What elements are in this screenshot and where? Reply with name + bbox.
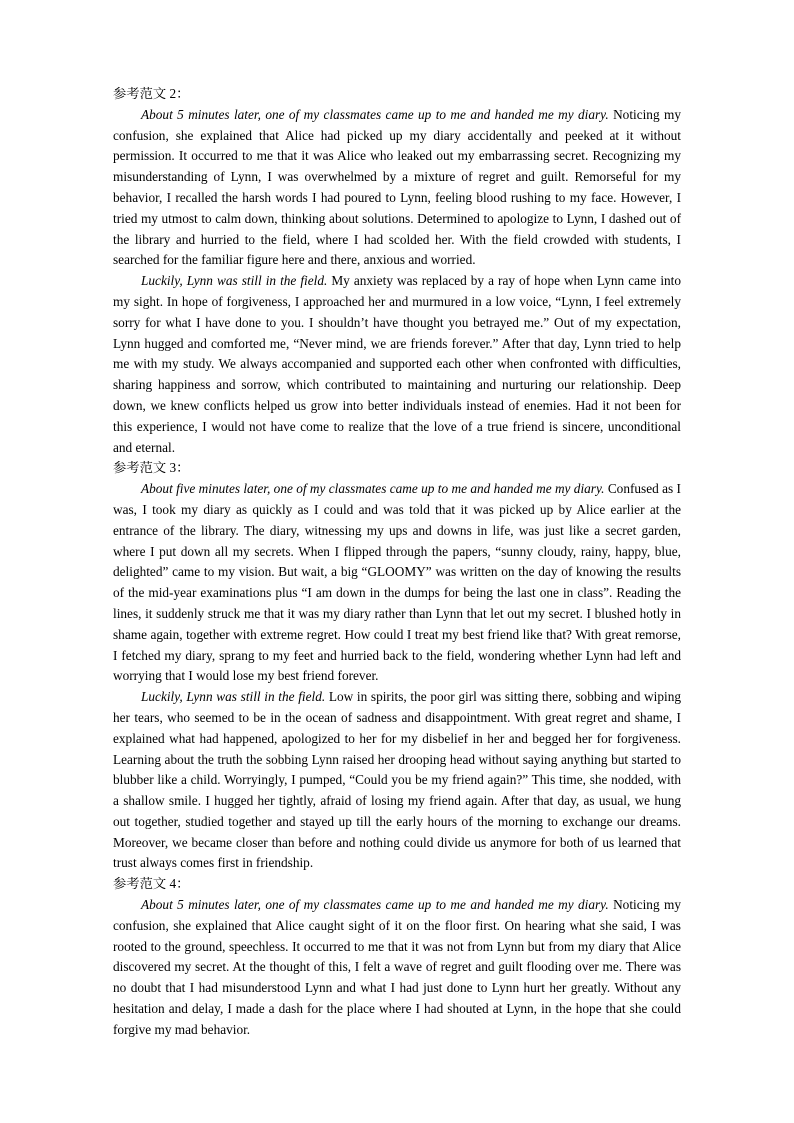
paragraph-body: Noticing my confusion, she explained that Alice had picked up my diary accidentally and peeked at it without permission. It occurred to me that it was Alice who leaked out my embarrassing secret. Recognizing my misunderstanding of Lynn, I was overwhelmed by a mixture of regret and guilt. Remorseful for my behavior, I recalled the harsh words I had poured to Lynn, feeling blood rushing to my face. However, I tried my utmost to calm down, thinking about solutions. Determined to apologize to Lynn, I dashed out of the library and hurried to the field, where I had scolded her. With the field crowded with students, I searched for the familiar figure here and there, anxious and worried. <box>113 106 681 268</box>
paragraph-lead-sentence: About 5 minutes later, one of my classmates came up to me and handed me my diary. <box>141 897 609 913</box>
paragraph-body: Noticing my confusion, she explained that Alice caught sight of it on the floor first. On hearing what she said, I was rooted to the ground, speechless. It occurred to me that it was not from Lynn but from my diary that Alice discovered my secret. At the thought of this, I felt a wave of regret and guilt flooding over me. There was no doubt that I had misunderstood Lynn and what I had just done to Lynn hurt her greatly. Without any hesitation and delay, I made a dash for the place where I had shouted at Lynn, in the hope that she could forgive my mad behavior. <box>113 897 681 1037</box>
paragraph-body: Low in spirits, the poor girl was sitting there, sobbing and wiping her tears, who seemed to be in the ocean of sadness and disappointment. With great regret and shame, I explained what had happened, apologized to her for my disbelief in her and begged her for forgiveness. Learning about the truth the sobbing Lynn raised her drooping head without saying anything but started to blubber like a child. Worryingly, I pumped, “Could you be my friend again?” This time, she nodded, with a shallow smile. I hugged her tightly, afraid of losing my friend again. After that day, as usual, we hung out together, studied together and stayed up till the early hours of the morning to exchange our dreams. Moreover, we became closer than before and nothing could divide us anymore for both of us learned that trust always comes first in friendship. <box>113 689 681 871</box>
essay-section-3 <box>113 458 681 874</box>
document-page <box>113 84 681 1041</box>
paragraph <box>113 895 681 1041</box>
section-heading: 参考范文 4： <box>113 876 190 892</box>
paragraph <box>113 687 681 874</box>
section-heading: 参考范文 3： <box>113 460 190 476</box>
paragraph-body: Confused as I was, I took my diary as quickly as I could and was told that it was picked up by Alice earlier at the entrance of the library. The diary, witnessing my ups and downs in life, was just like a secret garden, where I put down all my secrets. When I flipped through the papers, “sunny cloudy, rainy, happy, blue, delighted” came to my vision. But wait, a big “GLOOMY” was written on the day of knowing the results of the mid-year examinations plus “I am down in the dumps for being the last one in class”. Reading the lines, it suddenly struck me that it was my diary rather than Lynn that let out my secret. I blushed hotly in shame again, together with extreme regret. How could I treat my best friend like that? With great remorse, I fetched my diary, sprang to my feet and hurried back to the field, wondering whether Lynn had left and worrying that I would lose my best friend forever. <box>113 481 681 684</box>
paragraph <box>113 271 681 458</box>
essay-section-2 <box>113 84 681 458</box>
paragraph <box>113 105 681 271</box>
section-heading: 参考范文 2： <box>113 86 190 101</box>
paragraph <box>113 479 681 687</box>
paragraph-lead-sentence: About 5 minutes later, one of my classmates came up to me and handed me my diary. <box>141 106 609 122</box>
paragraph-lead-sentence: Luckily, Lynn was still in the field. <box>141 689 326 705</box>
essay-section-4 <box>113 874 681 1040</box>
paragraph-lead-sentence: Luckily, Lynn was still in the field. <box>141 273 328 289</box>
paragraph-lead-sentence: About five minutes later, one of my classmates came up to me and handed me my diary. <box>141 481 605 497</box>
paragraph-body: My anxiety was replaced by a ray of hope when Lynn came into my sight. In hope of forgiveness, I approached her and murmured in a low voice, “Lynn, I feel extremely sorry for what I have done to you. I shouldn’t have thought you betrayed me.” Out of my expectation, Lynn hugged and comforted me, “Never mind, we are friends forever.” After that day, Lynn tried to help me with my study. We always accompanied and supported each other when confronted with difficulties, sharing happiness and sorrow, which contributed to maintaining and nurturing our relationship. Deep down, we knew conflicts helped us grow into better individuals instead of enemies. Had it not been for this experience, I would not have come to realize that the love of a true friend is sincere, unconditional and eternal. <box>113 273 682 455</box>
